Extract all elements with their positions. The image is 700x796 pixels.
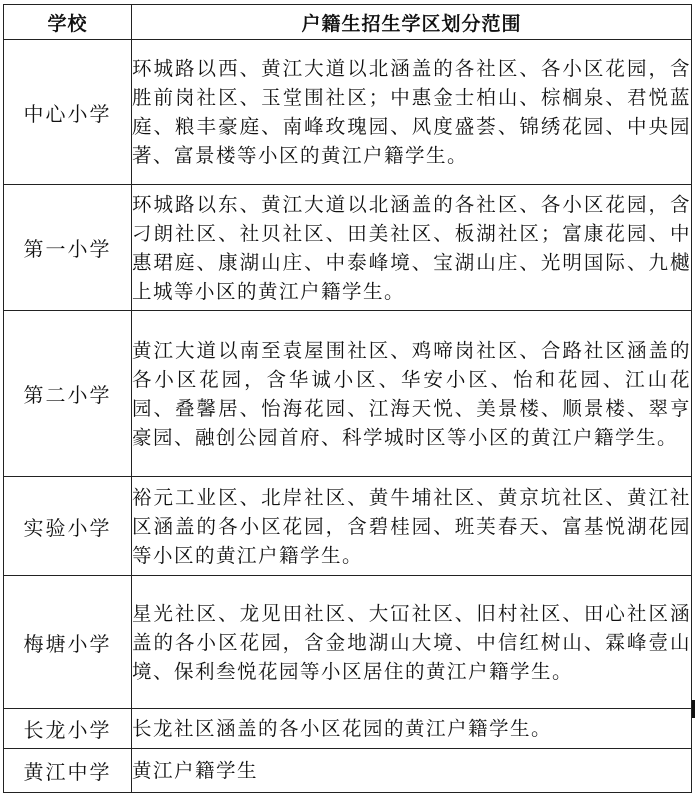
- enrollment-scope: 裕元工业区、北岸社区、黄牛埔社区、黄京坑社区、黄江社区涵盖的各小区花园，含碧桂园、班芙春天、富基悦湖花园等小区的黄江户籍学生。: [132, 477, 692, 576]
- table-row: [4, 40, 692, 185]
- table-row: [4, 709, 692, 749]
- table-row: [4, 311, 692, 477]
- enrollment-scope: 长龙社区涵盖的各小区花园的黄江户籍学生。: [132, 709, 692, 749]
- enrollment-scope: 环城路以东、黄江大道以北涵盖的各社区、各小区花园，含刁朗社区、社贝社区、田美社区、板湖社区；富康花园、中惠珺庭、康湖山庄、中泰峰境、宝湖山庄、光明国际、九樾上城等小区的黄江户籍学生。: [132, 185, 692, 311]
- school-name: 实验小学: [4, 477, 132, 576]
- school-name: 第二小学: [4, 311, 132, 477]
- table-row: [4, 477, 692, 576]
- enrollment-scope: 环城路以西、黄江大道以北涵盖的各社区、各小区花园，含胜前岗社区、玉堂围社区；中惠金士柏山、棕榈泉、君悦蓝庭、粮丰豪庭、南峰玫瑰园、风度盛荟、锦绣花园、中央园著、富景楼等小区的黄江户籍学生。: [132, 40, 692, 185]
- school-name: 第一小学: [4, 185, 132, 311]
- header-scope: 户籍生招生学区划分范围: [132, 5, 692, 40]
- enrollment-scope: 黄江户籍学生: [132, 749, 692, 793]
- school-zone-table: [3, 4, 692, 793]
- table-header-row: [4, 5, 692, 40]
- header-school: 学校: [4, 5, 132, 40]
- school-name: 中心小学: [4, 40, 132, 185]
- school-name: 长龙小学: [4, 709, 132, 749]
- table-row: [4, 185, 692, 311]
- table-row: [4, 576, 692, 709]
- table-row: [4, 749, 692, 793]
- school-name: 梅塘小学: [4, 576, 132, 709]
- enrollment-scope: 黄江大道以南至袁屋围社区、鸡啼岗社区、合路社区涵盖的各小区花园，含华诚小区、华安小区、怡和花园、江山花园、叠馨居、怡海花园、江海天悦、美景楼、顺景楼、翠亨豪园、融创公园首府、科学城时区等小区的黄江户籍学生。: [132, 311, 692, 477]
- enrollment-scope: 星光社区、龙见田社区、大冚社区、旧村社区、田心社区涵盖的各小区花园，含金地湖山大境、中信红树山、霖峰壹山境、保利叁悦花园等小区居住的黄江户籍学生。: [132, 576, 692, 709]
- school-name: 黄江中学: [4, 749, 132, 793]
- edge-mark: [692, 700, 695, 718]
